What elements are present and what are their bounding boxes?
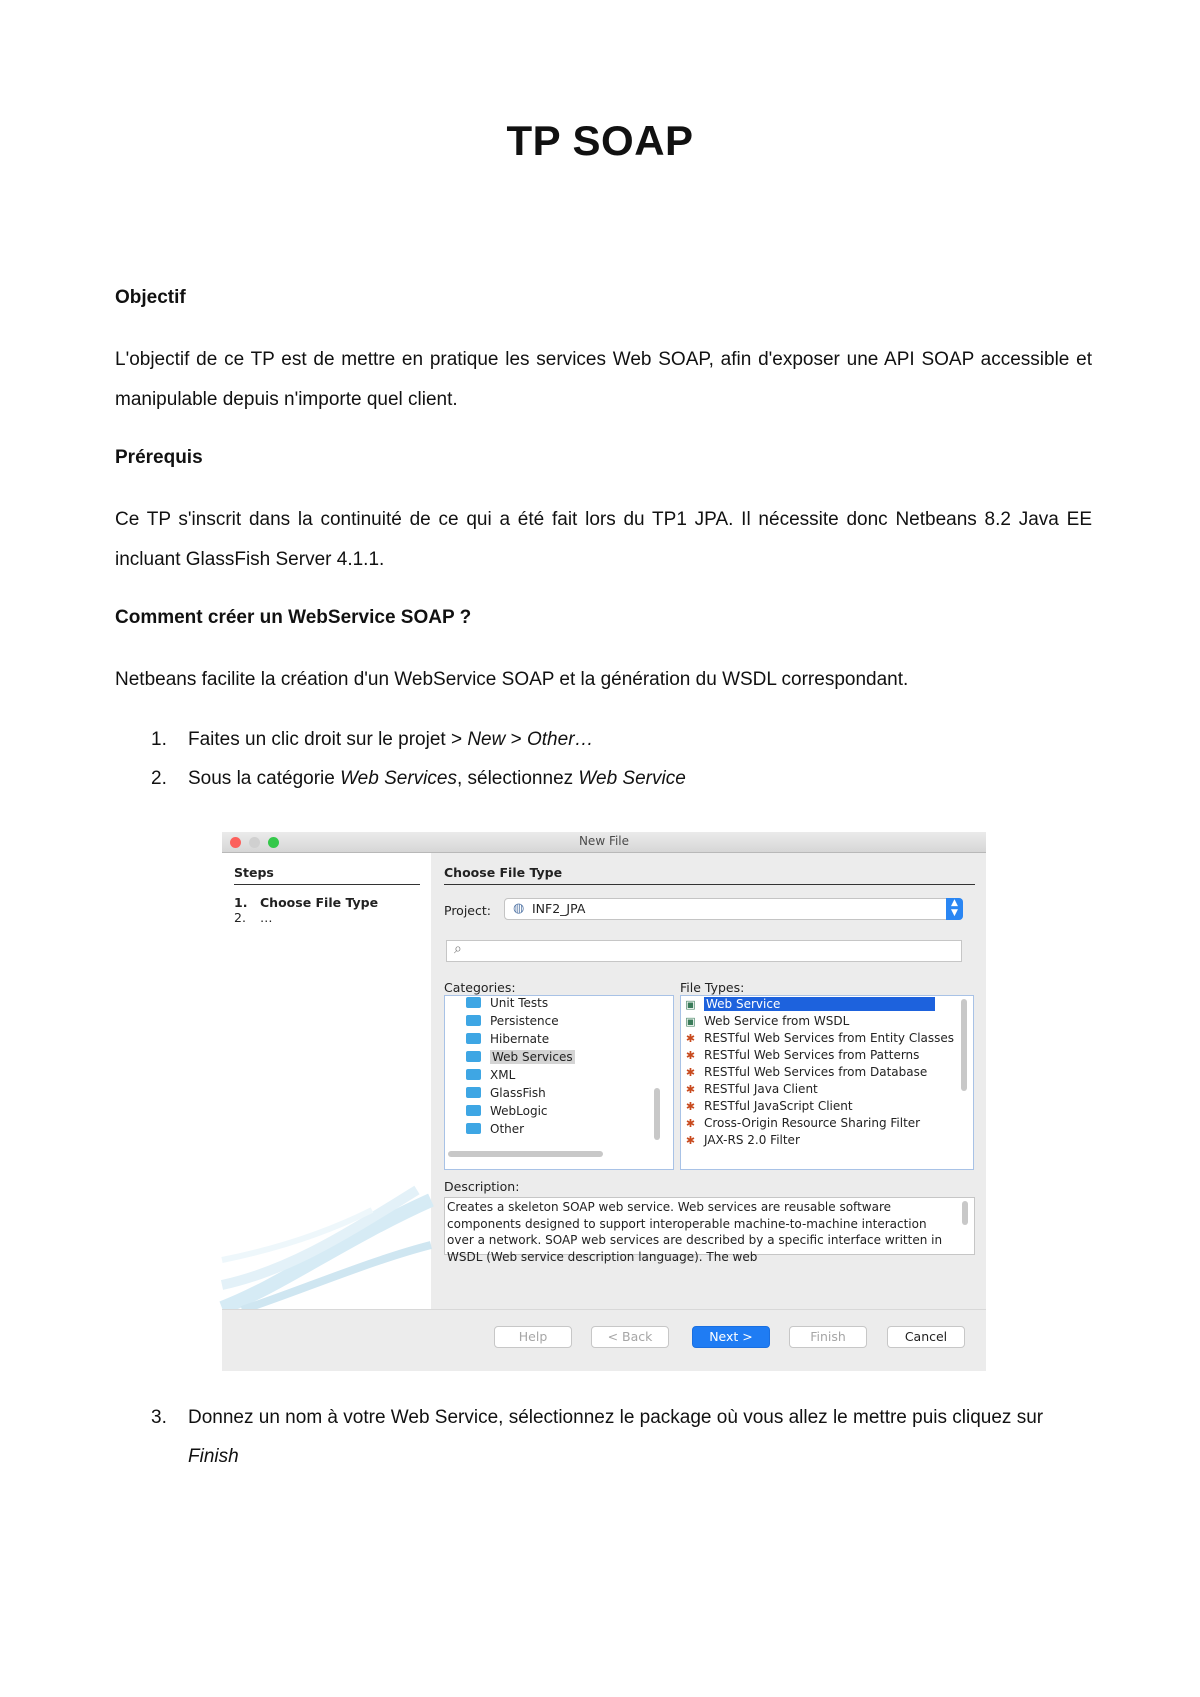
file-type-item[interactable]: ✱ Cross-Origin Resource Sharing Filter xyxy=(683,1116,935,1133)
folder-icon xyxy=(466,1069,481,1080)
help-button[interactable]: Help xyxy=(494,1326,572,1348)
category-item[interactable]: Unit Tests xyxy=(466,996,548,1013)
file-type-item-selected[interactable]: ▣ Web Service xyxy=(683,997,935,1014)
list-number: 3. xyxy=(151,1407,167,1428)
list-item xyxy=(115,759,1095,799)
restful-icon: ✱ xyxy=(685,1083,696,1096)
comment-heading: Comment créer un WebService SOAP ? xyxy=(115,607,472,628)
restful-icon: ✱ xyxy=(685,1066,696,1079)
folder-icon xyxy=(466,997,481,1008)
category-item-selected[interactable]: Web Services xyxy=(466,1050,575,1067)
category-item[interactable]: GlassFish xyxy=(466,1086,546,1103)
category-item[interactable]: XML xyxy=(466,1068,515,1085)
file-type-item[interactable]: ✱ RESTful Java Client xyxy=(683,1082,935,1099)
cancel-button[interactable]: Cancel xyxy=(887,1326,965,1348)
file-type-item[interactable]: ✱ RESTful Web Services from Entity Classes xyxy=(683,1031,935,1048)
category-item[interactable]: Persistence xyxy=(466,1014,559,1031)
file-type-item[interactable]: ✱ RESTful JavaScript Client xyxy=(683,1099,935,1116)
web-service-icon: ▣ xyxy=(685,998,696,1011)
categories-list[interactable] xyxy=(444,995,674,1170)
description-box xyxy=(444,1197,975,1264)
file-types-list[interactable] xyxy=(680,995,974,1170)
description-text: Creates a skeleton SOAP web service. Web services are reusable software components designed to support interoperable machine-to-machine interaction over a network. SOAP web services are described by a specific interface written in WSDL (Web service description language). The web xyxy=(447,1200,943,1264)
project-globe-icon: ◍ xyxy=(513,901,525,916)
list-item xyxy=(115,1398,1095,1478)
objectif-heading: Objectif xyxy=(115,287,186,308)
project-label: Project: xyxy=(444,903,491,918)
folder-icon xyxy=(466,1015,481,1026)
restful-icon: ✱ xyxy=(685,1032,696,1045)
folder-icon xyxy=(466,1123,481,1134)
project-select[interactable] xyxy=(504,898,963,920)
step-item: 2. … xyxy=(234,910,273,925)
folder-icon xyxy=(466,1105,481,1116)
categories-horizontal-scrollbar[interactable] xyxy=(448,1151,603,1157)
divider xyxy=(234,884,420,885)
categories-vertical-scrollbar[interactable] xyxy=(654,1088,660,1140)
steps-heading: Steps xyxy=(234,865,274,880)
file-type-item[interactable]: ✱ RESTful Web Services from Patterns xyxy=(683,1048,935,1065)
restful-icon: ✱ xyxy=(685,1117,696,1130)
decorative-swoosh-graphic xyxy=(222,1190,431,1310)
search-icon: ⌕ xyxy=(454,941,462,957)
prerequis-paragraph: Ce TP s'inscrit dans la continuité de ce qui a été fait lors du TP1 JPA. Il nécessite donc Netbeans 8.2 Java EE incluant GlassFish Server 4.1.1. xyxy=(115,509,1092,570)
next-button[interactable]: Next > xyxy=(692,1326,770,1348)
restful-icon: ✱ xyxy=(685,1100,696,1113)
page-title: TP SOAP xyxy=(506,117,694,164)
steps-panel xyxy=(222,853,431,1310)
category-item[interactable]: Hibernate xyxy=(466,1032,549,1049)
list-text: Sous la catégorie Web Services, sélectionnez Web Service xyxy=(188,768,686,789)
back-button[interactable]: < Back xyxy=(591,1326,669,1348)
project-value: INF2_JPA xyxy=(532,901,586,916)
description-scrollbar[interactable] xyxy=(962,1201,968,1225)
chevron-updown-icon: ▲ ▼ xyxy=(946,898,963,920)
category-item[interactable]: Other xyxy=(466,1122,524,1139)
comment-paragraph: Netbeans facilite la création d'un WebService SOAP et la génération du WSDL correspondant. xyxy=(115,669,909,690)
finish-button[interactable]: Finish xyxy=(789,1326,867,1348)
restful-icon: ✱ xyxy=(685,1134,696,1147)
choose-file-type-heading: Choose File Type xyxy=(444,865,563,880)
folder-icon xyxy=(466,1087,481,1098)
file-type-item[interactable]: ▣ Web Service from WSDL xyxy=(683,1014,935,1031)
web-service-icon: ▣ xyxy=(685,1015,696,1028)
file-types-label: File Types: xyxy=(680,980,745,995)
restful-icon: ✱ xyxy=(685,1049,696,1062)
category-item[interactable]: WebLogic xyxy=(466,1104,548,1121)
step-item: 1. Choose File Type xyxy=(234,895,379,910)
description-label: Description: xyxy=(444,1179,520,1194)
list-text: Donnez un nom à votre Web Service, sélectionnez le package où vous allez le mettre puis cliquez sur Finish xyxy=(188,1407,1044,1467)
file-types-vertical-scrollbar[interactable] xyxy=(961,999,967,1091)
list-number: 1. xyxy=(151,729,167,750)
prerequis-heading: Prérequis xyxy=(115,447,203,468)
list-text: Faites un clic droit sur le projet > New > Other… xyxy=(188,729,594,750)
new-file-dialog xyxy=(222,832,986,1370)
file-type-item[interactable]: ✱ JAX-RS 2.0 Filter xyxy=(683,1133,935,1150)
folder-icon xyxy=(466,1033,481,1044)
categories-label: Categories: xyxy=(444,980,516,995)
search-input[interactable] xyxy=(446,940,962,962)
file-type-item[interactable]: ✱ RESTful Web Services from Database xyxy=(683,1065,935,1082)
list-item xyxy=(115,720,1095,760)
dialog-title: New File xyxy=(578,834,630,848)
objectif-paragraph: L'objectif de ce TP est de mettre en pratique les services Web SOAP, afin d'exposer une API SOAP accessible et manipulable depuis n'importe quel client. xyxy=(115,349,1092,410)
divider xyxy=(444,884,975,885)
dialog-titlebar xyxy=(222,832,986,853)
list-number: 2. xyxy=(151,768,167,789)
folder-icon xyxy=(466,1051,481,1062)
